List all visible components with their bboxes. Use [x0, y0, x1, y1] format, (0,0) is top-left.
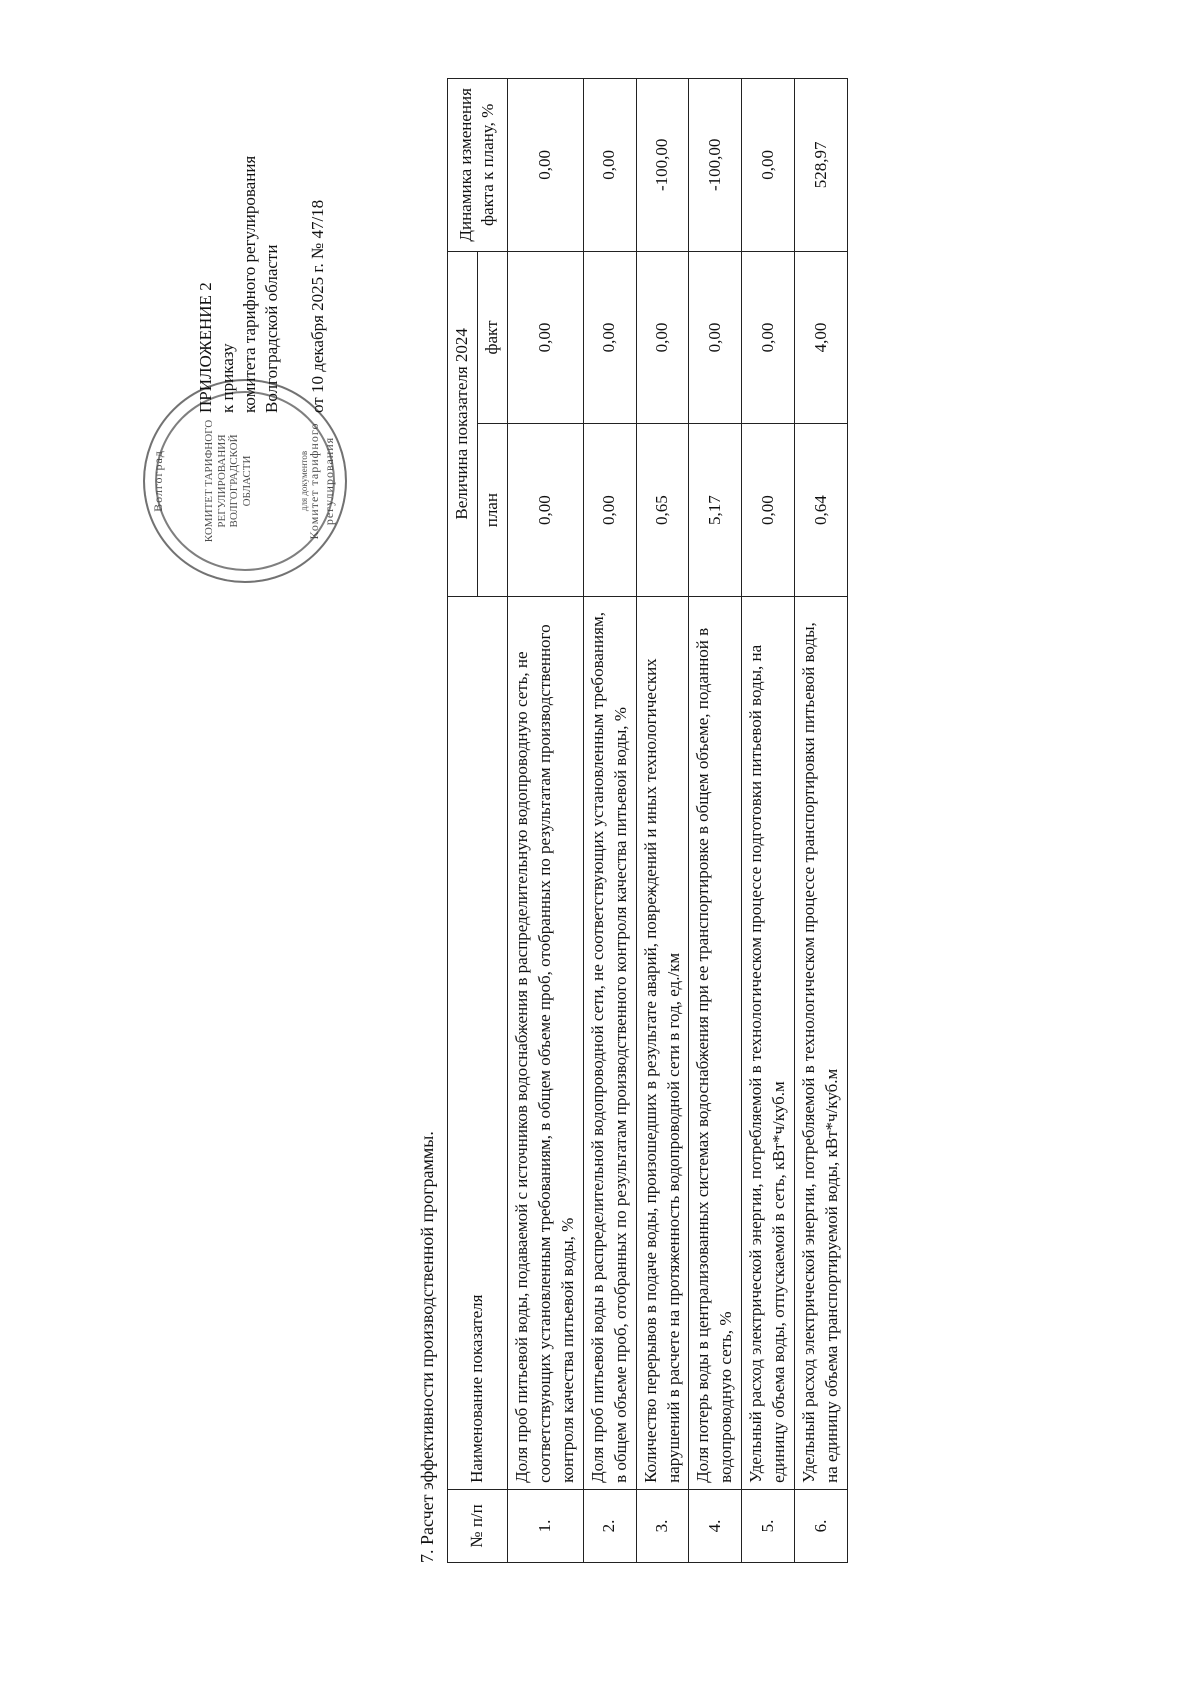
row-num: 1. [507, 1489, 583, 1562]
row-plan: 0,65 [636, 424, 689, 597]
row-name: Доля проб питьевой воды в распределительной водопроводной сети, не соответствующих установленным требованиям, в общем объеме проб, отобранных по результатам производственного контроля качества питьевой воды, % [583, 596, 636, 1489]
rotated-page [85, 73, 1115, 1633]
seal-sub-text: для документов [299, 450, 309, 512]
table-row [689, 79, 742, 1563]
appendix-line-2: комитета тарифного регулирования [240, 155, 260, 413]
row-plan: 0,00 [742, 424, 795, 597]
row-fact: 0,00 [742, 251, 795, 424]
row-fact: 0,00 [507, 251, 583, 424]
appendix-header [195, 73, 329, 413]
row-plan: 5,17 [689, 424, 742, 597]
table-row [507, 79, 583, 1563]
row-name: Доля потерь воды в централизованных системах водоснабжения при ее транспортировке в общем объеме, поданной в водопроводную сеть, % [689, 596, 742, 1489]
row-fact: 4,00 [795, 251, 848, 424]
row-fact: 0,00 [689, 251, 742, 424]
row-num: 5. [742, 1489, 795, 1562]
row-num: 2. [583, 1489, 636, 1562]
header-num: № п/п [448, 1489, 508, 1562]
row-num: 4. [689, 1489, 742, 1562]
row-name: Количество перерывов в подаче воды, произошедших в результате аварий, повреждений и иных технологических нарушений в расчете на протяженность водопроводной сети в год, ед./км [636, 596, 689, 1489]
row-name: Доля проб питьевой воды, подаваемой с источников водоснабжения в распределительную водопроводную сеть, не соответствующих установленным требованиям, в общем объеме проб, отобранных по результатам производственного контроля качества питьевой воды, % [507, 596, 583, 1489]
section-title: 7. Расчет эффективности производственной программы. [417, 1131, 437, 1563]
table-row [583, 79, 636, 1563]
seal-core-text: КОМИТЕТ ТАРИФНОГО РЕГУЛИРОВАНИЯ ВОЛГОГРАДСКОЙ ОБЛАСТИ [203, 419, 253, 543]
table-row [795, 79, 848, 1563]
row-dynamics: 0,00 [507, 79, 583, 252]
row-dynamics: 528,97 [795, 79, 848, 252]
appendix-date: от 10 декабря 2025 г. № 47/18 [308, 199, 328, 413]
row-dynamics: 0,00 [583, 79, 636, 252]
row-plan: 0,64 [795, 424, 848, 597]
row-name: Удельный расход электрической энергии, потребляемой в технологическом процессе транспортировки питьевой воды, на единицу объема транспортируемой воды, кВт*ч/куб.м [795, 596, 848, 1489]
row-dynamics: 0,00 [742, 79, 795, 252]
row-name: Удельный расход электрической энергии, потребляемой в технологическом процессе подготовки питьевой воды, на единицу объема воды, отпускаемой в сеть, кВт*ч/куб.м [742, 596, 795, 1489]
header-name: Наименование показателя [448, 596, 508, 1489]
efficiency-table [447, 78, 848, 1563]
header-dynamics: Динамика изменения факта к плану, % [448, 79, 508, 252]
header-plan: план [477, 424, 507, 597]
row-dynamics: -100,00 [636, 79, 689, 252]
row-dynamics: -100,00 [689, 79, 742, 252]
appendix-label: ПРИЛОЖЕНИЕ 2 [196, 282, 215, 413]
appendix-line-3: Волгоградской области [262, 244, 282, 413]
row-num: 3. [636, 1489, 689, 1562]
seal-ring-bottom: Комитет тарифного регулирования [307, 422, 336, 540]
table-row [636, 79, 689, 1563]
row-fact: 0,00 [636, 251, 689, 424]
row-plan: 0,00 [507, 424, 583, 597]
row-fact: 0,00 [583, 251, 636, 424]
header-value-group: Величина показателя 2024 [448, 251, 478, 596]
row-plan: 0,00 [583, 424, 636, 597]
table-row [742, 79, 795, 1563]
header-fact: факт [477, 251, 507, 424]
appendix-line-1: к приказу [218, 343, 238, 413]
seal-ring-top: Волгоград [151, 450, 165, 512]
row-num: 6. [795, 1489, 848, 1562]
